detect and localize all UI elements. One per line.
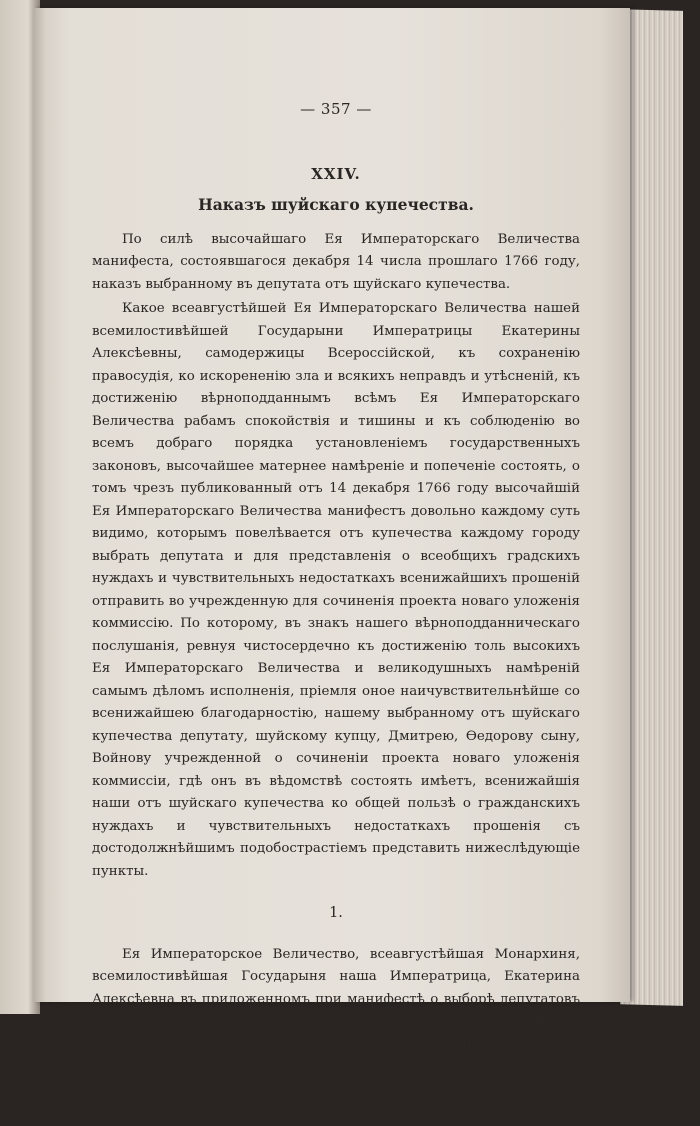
section-title: Наказъ шуйскаго купечества. [198,195,474,214]
section-number: XXIV. [311,164,361,183]
item-number: 1. [329,905,343,921]
intro-paragraph: По силѣ высочайшаго Ея Императорскаго Величества манифеста, состоявшагося декабря 14 числа прошлаго 1766 году, наказъ выбранному въ депутата отъ шуйскаго купечества. [92,231,580,292]
page-content [92,98,580,1126]
book-page [34,8,630,1119]
item-paragraph: Ея Императорское Величество, всеавгустѣйшая Монархиня, всемилостивѣйшая Государыня наша Императрица, Екатерина Алексѣевна въ приложенномъ при манифестѣ о выборѣ депутатовъ обрядѣ всемилостивѣйше изъ крайняго къ вѣрноподданнымъ своимъ матерняго милосердія указать соизволила въ наказъ депутатскій внести всѣ общественныя отягощенія и нужды, въ чемъ бы оныя ни состояли. Которою высокомонаршею Ея Императорскаго Величества матернею щедротою [92,946,580,1119]
page-number: — 357 — [300,100,372,118]
main-paragraph: Какое всеавгустѣйшей Ея Императорскаго Величества нашей всемилостивѣйшей Государыни Императрицы Екатерины Алексѣевны, самодержицы Всероссійской, къ сохраненію правосудія, ко искорененію зла и всякихъ неправдъ и утѣсненій, къ достиженію вѣрноподданнымъ всѣмъ Ея Императорскаго Величества рабамъ спокойствія и тишины и къ соблюденію во всемъ добраго порядка установленіемъ государственныхъ законовъ, высочайшее матернее намѣреніе и попеченіе состоять, о томъ чрезъ публикованный отъ 14 декабря 1766 году высочайшій Ея Императорскаго Величества манифестъ довольно каждому суть видимо, которымъ повелѣвается отъ купечества каждому городу выбрать депутата и для представленія о всеобщихъ градскихъ нуждахъ и чувствительныхъ недостаткахъ всенижайшихъ прошеній отправить во учрежденную для сочиненія проекта новаго уложенія коммиссію. По которому, въ знакъ нашего вѣрноподданническаго послушанія, ревнуя чистосердечно къ достиженію толь высокихъ Ея Императорскаго Величества и великодушныхъ намѣреній самымъ дѣломъ исполненія, пріемля оное наичувствительнѣйше со всенижайшею благодарностію, нашему выбранному отъ шуйскаго купечества депутату, шуйскому купцу, Дмитрею, Ѳедорову сыну, Войнову учрежденной о сочиненіи проекта новаго уложенія коммиссіи, гдѣ онъ въ вѣдомствѣ состоять имѣетъ, всенижайшія наши отъ шуйскаго купечества ко общей пользѣ о гражданскихъ нуждахъ и чувствительныхъ недостаткахъ прошенія съ достодолжнѣйшимъ подобострастіемъ представить нижеслѣдующіе пункты. [92,301,580,879]
